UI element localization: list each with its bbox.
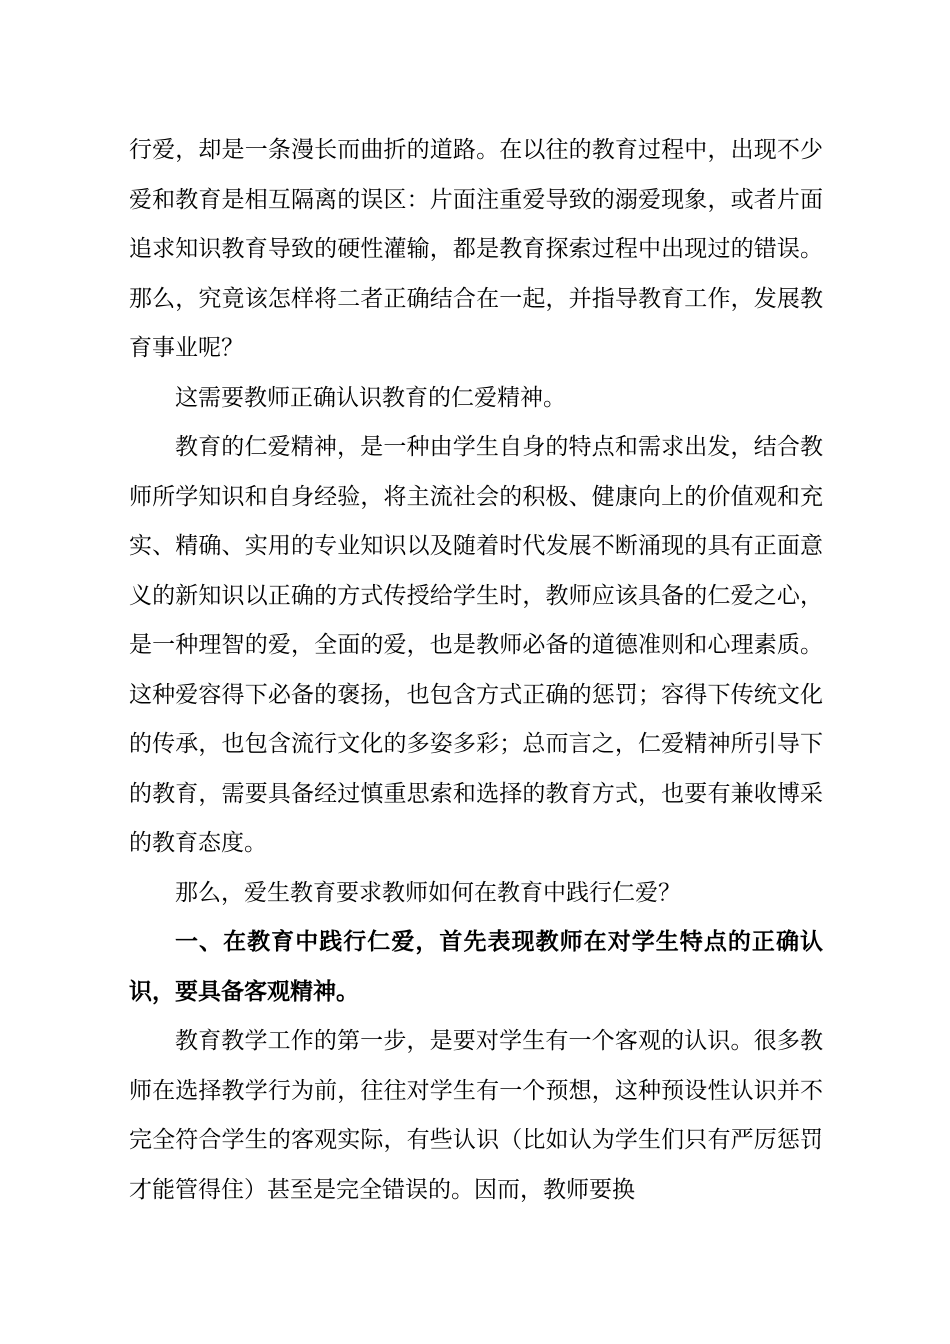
paragraph-question: 那么，爱生教育要求教师如何在教育中践行仁爱？ — [175, 879, 681, 906]
paragraph-continuation: 行爱，却是一条漫长而曲折的道路。在以往的教育过程中，出现不少爱和教育是相互隔离的误区：片面注重爱导致的溺爱现象，或者片面追求知识教育导致的硬性灌输，都是教育探索过程中出现过的错误。那么，究竟该怎样将二者正确结合在一起，并指导教育工作，发展教育事业呢？ — [129, 137, 823, 361]
section-heading-1: 一、在教育中践行仁爱，首先表现教师在对学生特点的正确认识，要具备客观精神。 — [129, 929, 823, 1005]
paragraph-objective-understanding: 教育教学工作的第一步，是要对学生有一个客观的认识。很多教师在选择教学行为前，往往对学生有一个预想，这种预设性认识并不完全符合学生的客观实际，有些认识（比如认为学生们只有严厉惩罚才能管得住）甚至是完全错误的。因而，教师要换 — [129, 1028, 823, 1203]
paragraph-renai-definition: 教育的仁爱精神，是一种由学生自身的特点和需求出发，结合教师所学知识和自身经验，将主流社会的积极、健康向上的价值观和充实、精确、实用的专业知识以及随着时代发展不断涌现的具有正面意义的新知识以正确的方式传授给学生时，教师应该具备的仁爱之心，是一种理智的爱，全面的爱，也是教师必备的道德准则和心理素质。这种爱容得下必备的褒扬，也包含方式正确的惩罚；容得下传统文化的传承，也包含流行文化的多姿多彩；总而言之，仁爱精神所引导下的教育，需要具备经过慎重思索和选择的教育方式，也要有兼收博采的教育态度。 — [129, 434, 823, 856]
document-body — [129, 126, 823, 1215]
paragraph-renai-need: 这需要教师正确认识教育的仁爱精神。 — [175, 384, 566, 411]
